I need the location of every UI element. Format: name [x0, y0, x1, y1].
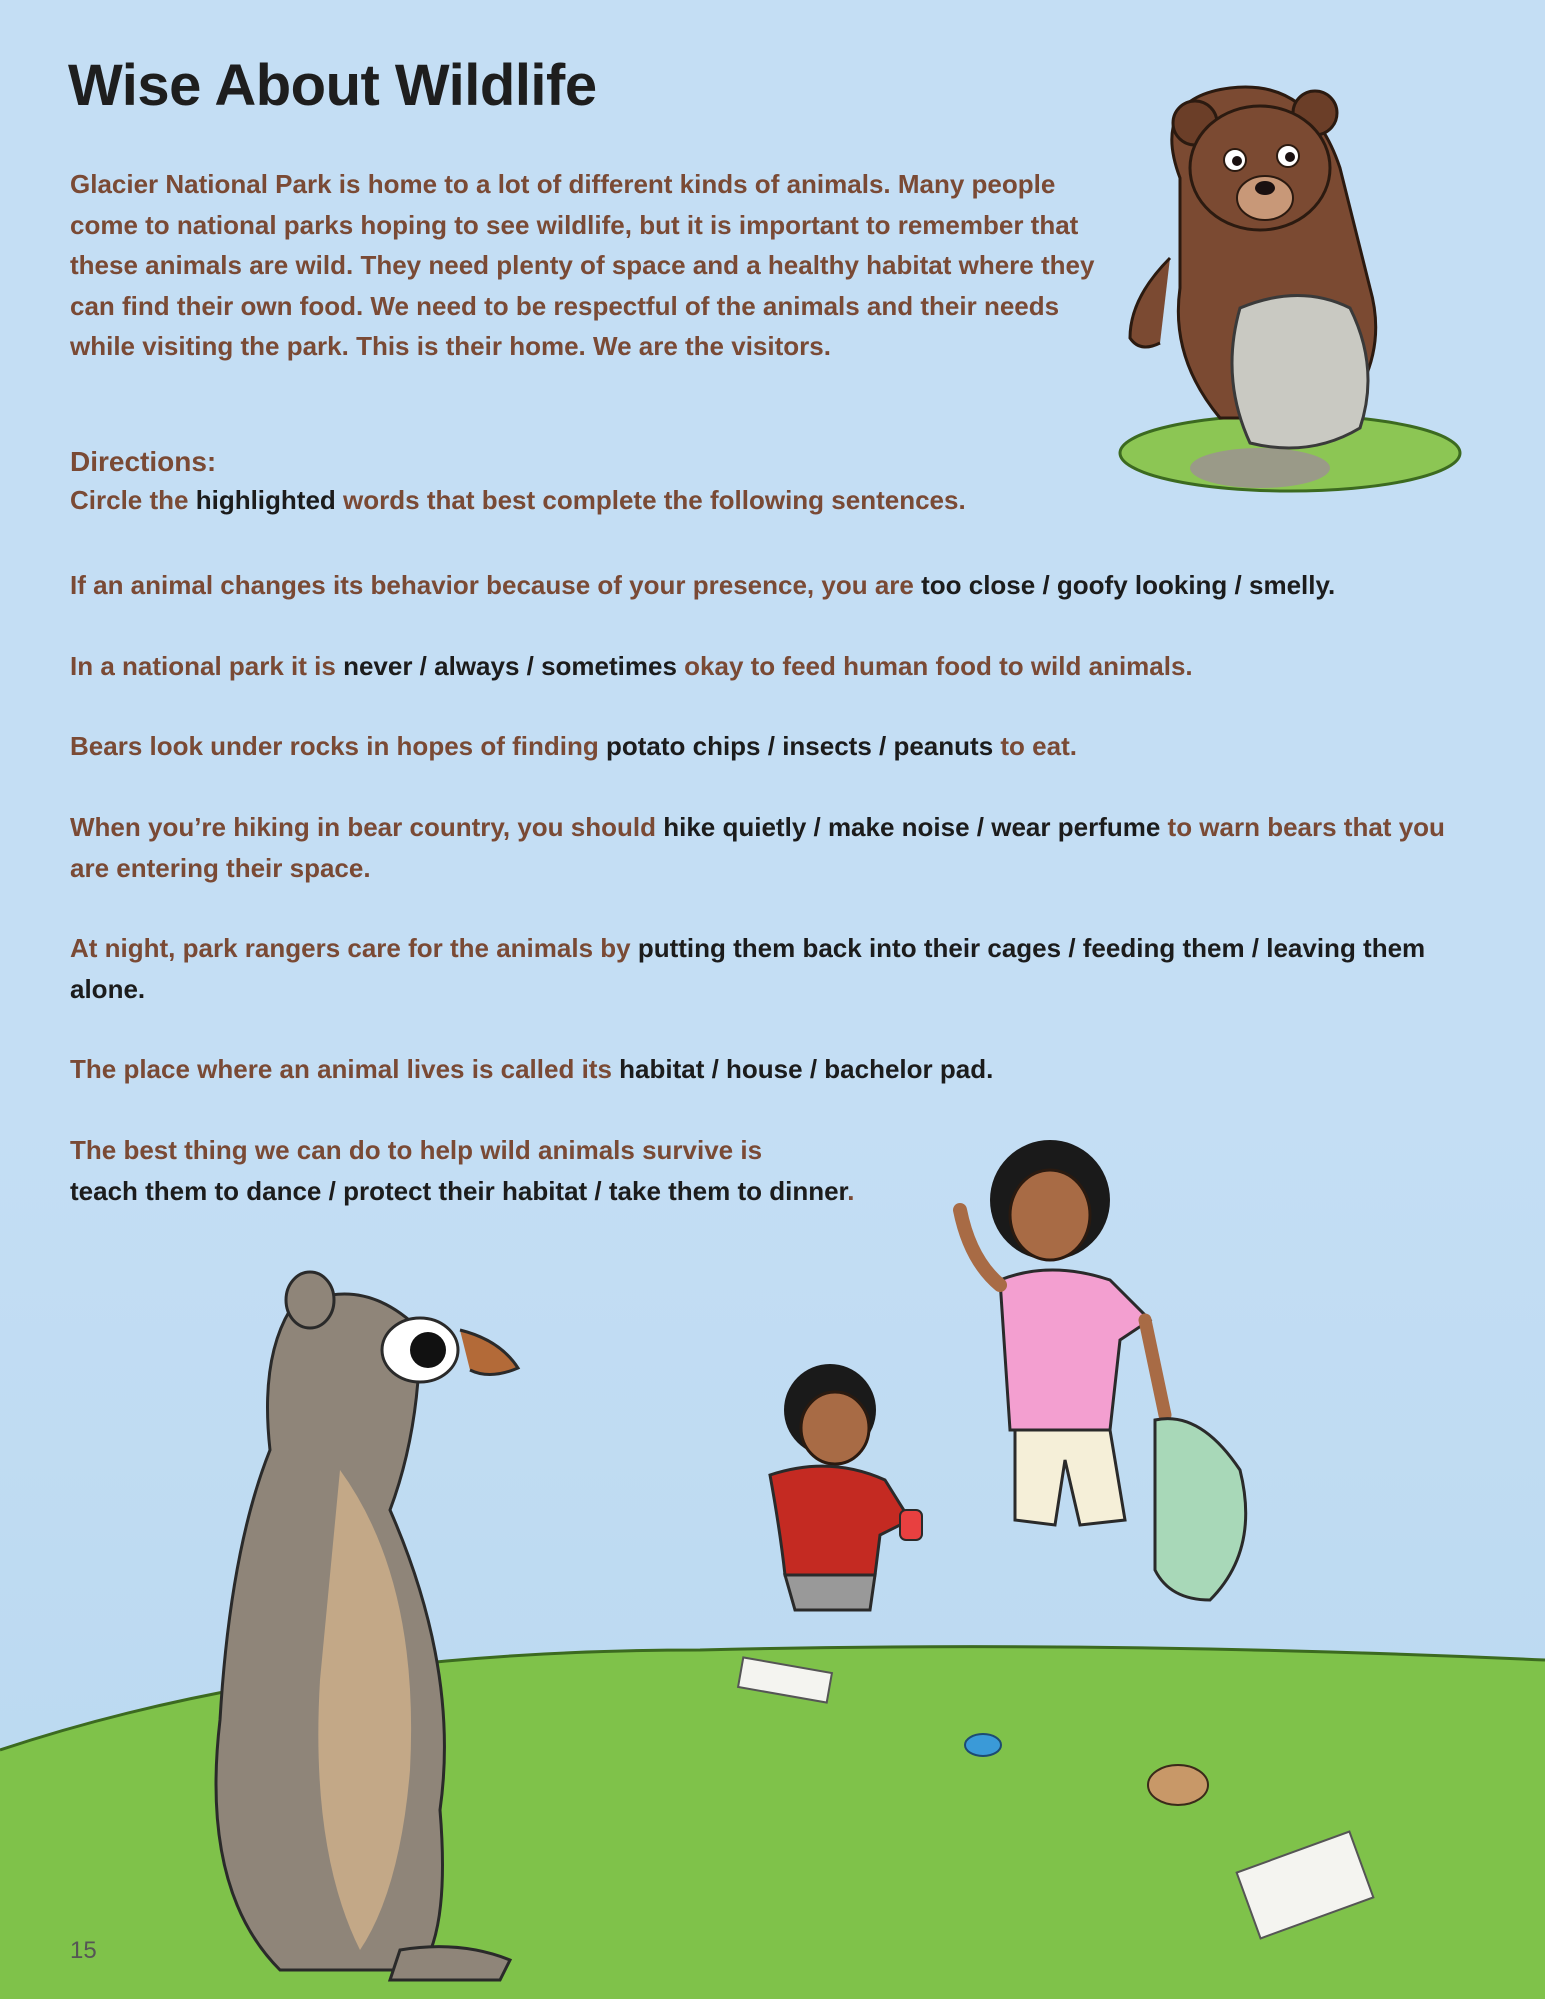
page-title: Wise About Wildlife — [68, 53, 597, 118]
question-5-stem: At night, park rangers care for the animals by — [70, 933, 638, 963]
question-1 — [70, 565, 1490, 606]
squirrel-ear — [286, 1272, 334, 1328]
boy-face — [801, 1392, 869, 1464]
bear-paw — [1130, 258, 1170, 347]
bear-with-rock-illustration — [1110, 58, 1470, 498]
question-6-options[interactable]: habitat / house / bachelor pad. — [619, 1054, 994, 1084]
question-1-stem: If an animal changes its behavior because of your presence, you are — [70, 570, 922, 600]
squirrel-foot — [390, 1947, 510, 1980]
question-6-stem: The place where an animal lives is called its — [70, 1054, 620, 1084]
boy-shorts — [785, 1575, 875, 1610]
question-4-stem: When you’re hiking in bear country, you should — [70, 812, 664, 842]
question-2-stem: In a national park it is — [70, 651, 344, 681]
dirt-patch — [1190, 448, 1330, 488]
question-7-end: . — [847, 1175, 855, 1206]
question-4-end: to warn bears that you are entering their space. — [70, 812, 1445, 883]
ground-squirrel-illustration — [160, 1250, 540, 1990]
intro-paragraph: Glacier National Park is home to a lot of different kinds of animals. Many people come to national parks hoping to see wildlife, but it is important to remember that these animals are wild. They need plenty of space and a healthy habitat where they can find their own food. We need to be respectful of the animals and their needs while visiting the park. This is their home. We are the visitors. — [70, 169, 1095, 361]
question-2-end: okay to feed human food to wild animals. — [676, 651, 1193, 681]
question-7-options[interactable]: teach them to dance / protect their habitat / take them to dinner — [70, 1175, 848, 1206]
question-5 — [70, 928, 1490, 1009]
directions-text-before: Circle the — [70, 485, 196, 515]
litter-can-in-hand — [900, 1510, 922, 1540]
question-4 — [70, 807, 1490, 888]
girl-shorts — [1015, 1430, 1125, 1525]
boy-shirt — [770, 1466, 910, 1575]
directions-highlighted-word: highlighted — [195, 485, 336, 515]
page-number: 15 — [70, 1937, 97, 1964]
question-3-options[interactable]: potato chips / insects / peanuts — [605, 731, 994, 761]
boy-picking-up-litter-illustration — [740, 1350, 960, 1650]
squirrel-nose — [460, 1330, 518, 1375]
question-7 — [70, 1130, 870, 1211]
girl-with-trash-bag-illustration — [940, 1130, 1280, 1650]
girl-face — [1010, 1170, 1090, 1260]
question-3 — [70, 726, 1490, 767]
question-6 — [70, 1049, 1490, 1090]
question-2 — [70, 646, 1490, 687]
directions-heading: Directions: — [70, 446, 217, 477]
question-7-stem: The best thing we can do to help wild animals survive is — [70, 1135, 763, 1165]
question-3-stem: Bears look under rocks in hopes of finding — [70, 731, 606, 761]
directions-text — [70, 485, 966, 516]
question-3-end: to eat. — [993, 731, 1077, 761]
litter-bottle-cap — [965, 1734, 1001, 1756]
question-5-options[interactable]: putting them back into their cages / feeding them / leaving them alone. — [70, 933, 1426, 1004]
rock — [1232, 296, 1368, 449]
trash-bag — [1155, 1419, 1246, 1600]
question-4-options[interactable]: hike quietly / make noise / wear perfume — [663, 812, 1161, 842]
question-1-options[interactable]: too close / goofy looking / smelly. — [921, 570, 1336, 600]
question-2-options[interactable]: never / always / sometimes — [343, 651, 677, 681]
directions-text-after: words that best complete the following sentences. — [335, 485, 966, 515]
bear-nose — [1255, 181, 1275, 195]
litter-cup — [1148, 1765, 1208, 1805]
girl-shirt — [1000, 1270, 1150, 1430]
